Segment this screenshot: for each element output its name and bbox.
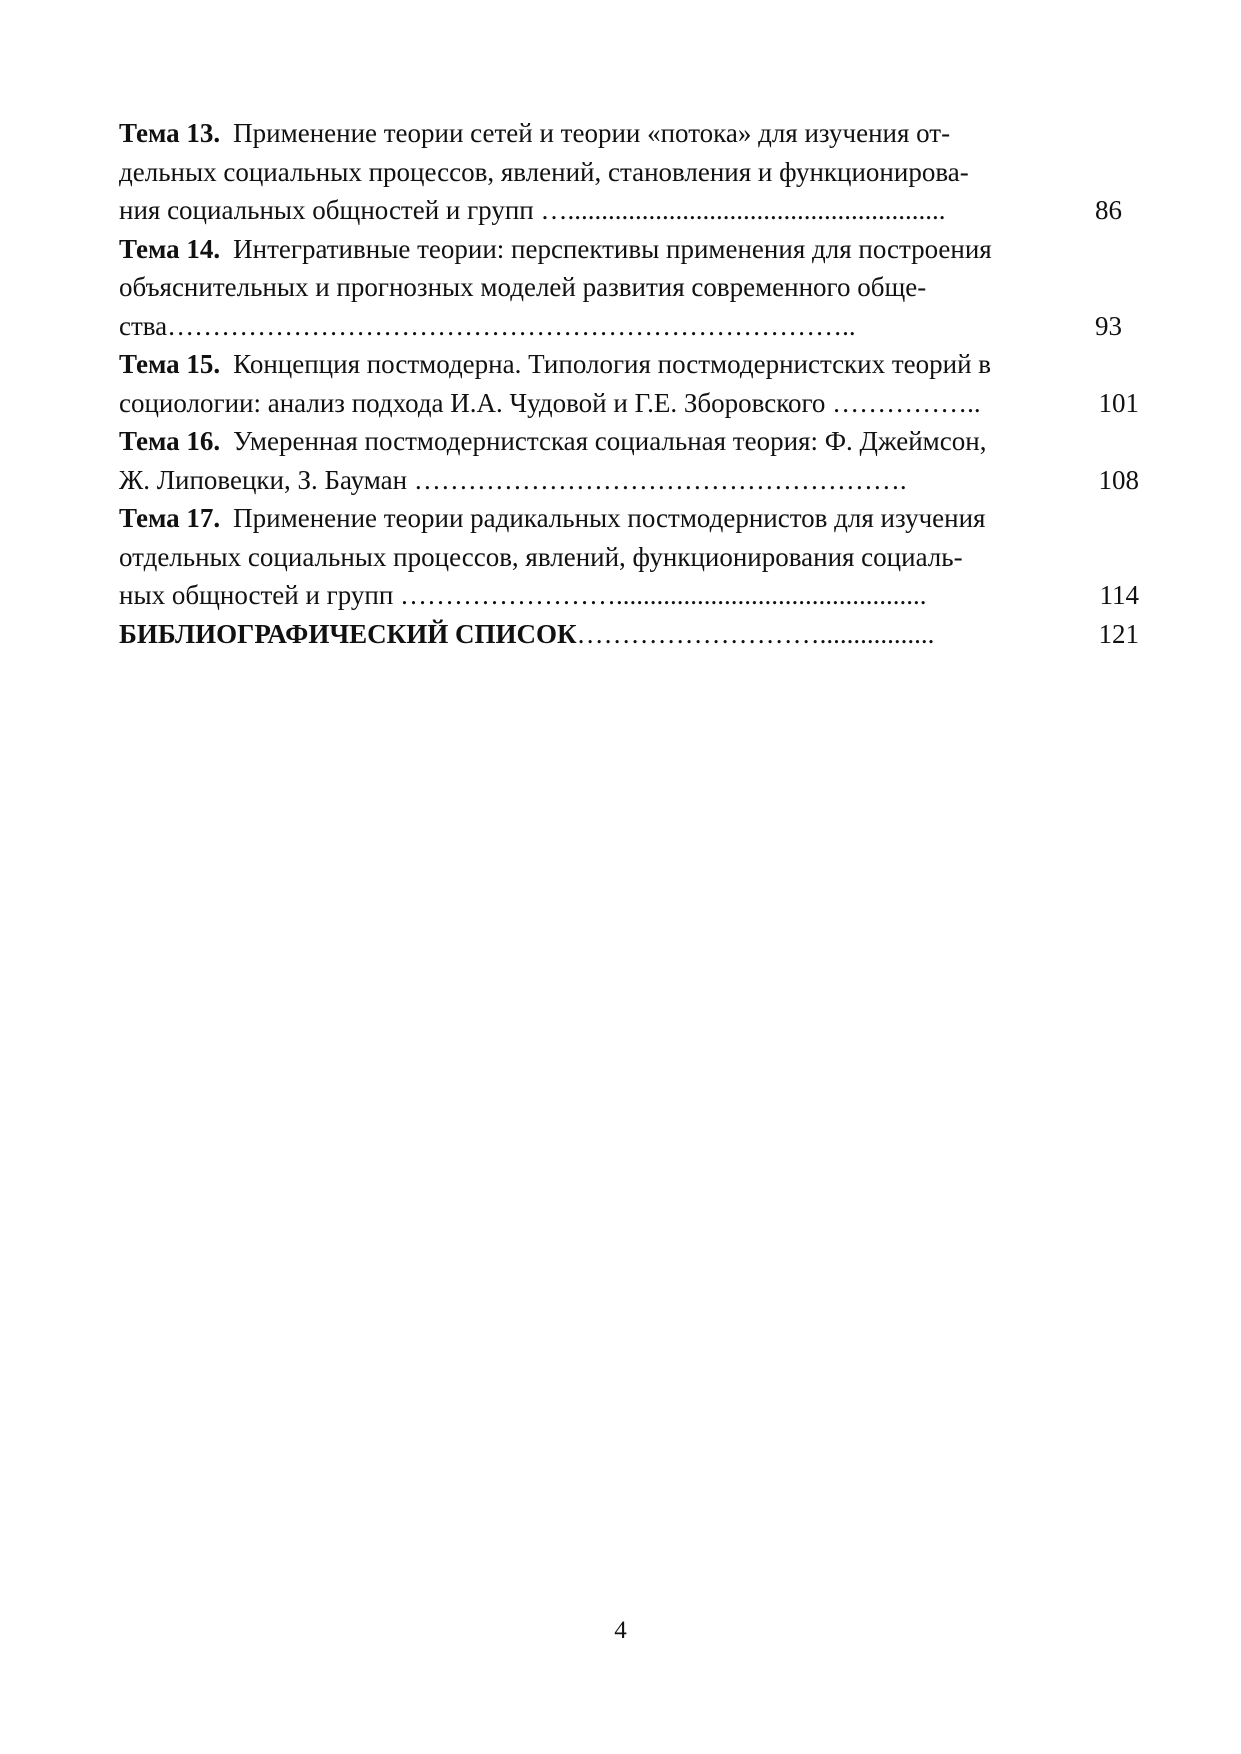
toc-page-number: 101: [1098, 387, 1139, 418]
toc-entry-bibliography: [119, 615, 1139, 654]
toc-entry-line: [119, 230, 1059, 269]
toc-entry-line: [119, 114, 1059, 153]
table-of-contents: [119, 114, 1139, 653]
toc-entry-label: Тема 15.: [119, 349, 221, 379]
page-number: 4: [614, 1617, 627, 1644]
toc-entry-14: [119, 230, 1139, 346]
toc-entry-label: Тема 17.: [119, 503, 221, 533]
toc-entry-text: Концепция постмодерна. Типология постмодернистских теорий в: [233, 349, 992, 379]
toc-entry-text: отдельных социальных процессов, явлений, функционирования социаль-: [119, 541, 963, 572]
toc-entry-label: Тема 16.: [119, 426, 221, 456]
toc-entry-dots: ……………………….................: [576, 618, 935, 649]
toc-page-number: 108: [1098, 464, 1139, 495]
toc-entry-line: [119, 345, 1059, 384]
toc-entry-13: [119, 114, 1139, 230]
toc-entry-text: Ж. Липовецки, З. Бауман ……………………………………………….: [119, 464, 907, 495]
toc-entry-text: Умеренная постмодернистская социальная теория: Ф. Джеймсон,: [233, 426, 987, 456]
toc-page-number: 114: [1099, 580, 1139, 610]
toc-entry-text: ства…………………………………………………………………..: [119, 310, 856, 341]
toc-page-number: 121: [1098, 618, 1139, 649]
toc-page-number: 86: [1095, 195, 1122, 225]
toc-entry-label: Тема 14.: [119, 233, 221, 264]
toc-entry-line: [119, 422, 1059, 461]
toc-entry-text: дельных социальных процессов, явлений, становления и функционирова-: [119, 156, 969, 187]
toc-entry-text: ных общностей и групп ……………………..............................................: [119, 580, 927, 610]
toc-entry-text: ния социальных общностей и групп …........................................................: [119, 195, 946, 225]
toc-entry-15: [119, 345, 1139, 422]
toc-entry-text: социологии: анализ подхода И.А. Чудовой и Г.Е. Зборовского ……………..: [119, 387, 981, 418]
toc-entry-label: Тема 13.: [119, 118, 221, 148]
toc-page-number: 93: [1095, 310, 1122, 341]
toc-entry-text: Применение теории сетей и теории «потока» для изучения от-: [233, 118, 951, 148]
toc-entry-line: [119, 615, 1059, 654]
toc-entry-text: Интегративные теории: перспективы применения для построения: [233, 233, 992, 264]
toc-entry-line: [119, 499, 1059, 538]
toc-entry-label: БИБЛИОГРАФИЧЕСКИЙ СПИСОК: [119, 618, 577, 649]
toc-entry-text: Применение теории радикальных постмодернистов для изучения: [233, 503, 986, 533]
toc-entry-16: [119, 422, 1139, 499]
toc-entry-text: объяснительных и прогнозных моделей развития современного обще-: [119, 272, 927, 302]
toc-entry-17: [119, 499, 1139, 615]
